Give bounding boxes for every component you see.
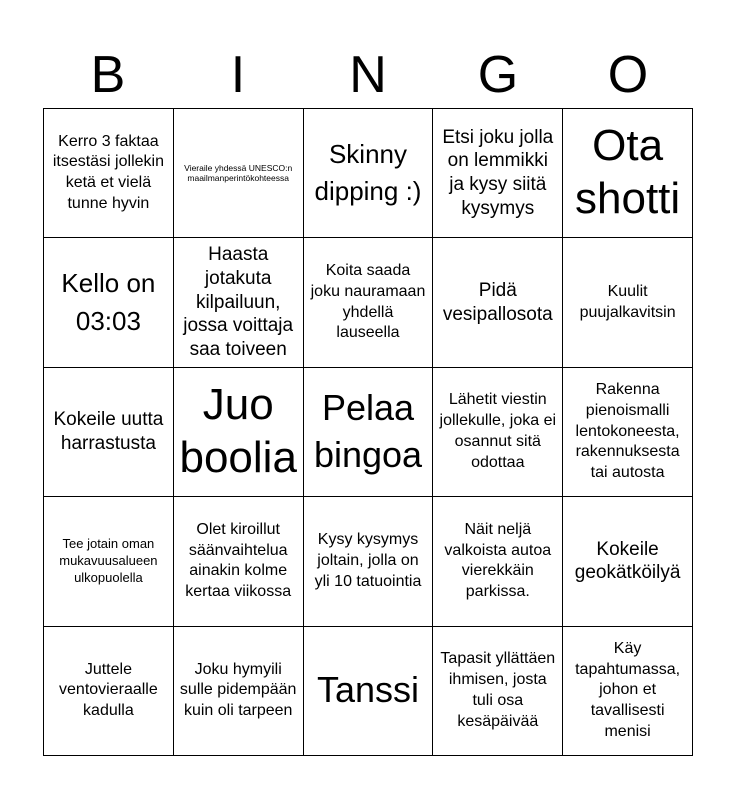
- bingo-cell[interactable]: Pidä vesipallosota: [433, 238, 563, 367]
- bingo-cell[interactable]: Vieraile yhdessä UNESCO:n maailmanperintökohteessa: [174, 109, 304, 238]
- bingo-cell[interactable]: Kokeile uutta harrastusta: [44, 368, 174, 497]
- bingo-grid: [43, 108, 693, 756]
- bingo-cell[interactable]: Kuulit puujalkavitsin: [563, 238, 693, 367]
- bingo-cell[interactable]: Joku hymyili sulle pidempään kuin oli tarpeen: [174, 627, 304, 756]
- header-letter-g: G: [477, 46, 519, 104]
- bingo-cell[interactable]: Koita saada joku nauramaan yhdellä lauseella: [304, 238, 434, 367]
- bingo-cell[interactable]: Kello on 03:03: [44, 238, 174, 367]
- header-letter-n: N: [349, 46, 387, 104]
- bingo-cell[interactable]: Etsi joku jolla on lemmikki ja kysy siitä kysymys: [433, 109, 563, 238]
- bingo-cell[interactable]: Ota shotti: [563, 109, 693, 238]
- bingo-cell[interactable]: Pelaa bingoa: [304, 368, 434, 497]
- bingo-cell[interactable]: Olet kiroillut säänvaihtelua ainakin kolme kertaa viikossa: [174, 497, 304, 626]
- bingo-cell[interactable]: Kerro 3 faktaa itsestäsi jollekin ketä et vielä tunne hyvin: [44, 109, 174, 238]
- bingo-cell[interactable]: Juttele ventovieraalle kadulla: [44, 627, 174, 756]
- bingo-cell[interactable]: Kokeile geokätköilyä: [563, 497, 693, 626]
- bingo-cell[interactable]: Kysy kysymys joltain, jolla on yli 10 tatuointia: [304, 497, 434, 626]
- header-letter-i: I: [230, 46, 246, 104]
- header-letter-o: O: [607, 46, 649, 104]
- bingo-cell[interactable]: Tee jotain oman mukavuusalueen ulkopuolella: [44, 497, 174, 626]
- bingo-cell[interactable]: Rakenna pienoismalli lentokoneesta, rakennuksesta tai autosta: [563, 368, 693, 497]
- header-letter-b: B: [90, 46, 126, 104]
- bingo-cell[interactable]: Haasta jotakuta kilpailuun, jossa voittaja saa toiveen: [174, 238, 304, 367]
- bingo-cell[interactable]: Tapasit yllättäen ihmisen, josta tuli osa kesäpäivää: [433, 627, 563, 756]
- bingo-cell[interactable]: Skinny dipping :): [304, 109, 434, 238]
- bingo-cell[interactable]: Juo boolia: [174, 368, 304, 497]
- bingo-cell[interactable]: Käy tapahtumassa, johon et tavallisesti menisi: [563, 627, 693, 756]
- bingo-cell[interactable]: Tanssi: [304, 627, 434, 756]
- bingo-header: [43, 42, 693, 108]
- bingo-cell[interactable]: Näit neljä valkoista autoa vierekkäin parkissa.: [433, 497, 563, 626]
- bingo-cell[interactable]: Lähetit viestin jollekulle, joka ei osannut sitä odottaa: [433, 368, 563, 497]
